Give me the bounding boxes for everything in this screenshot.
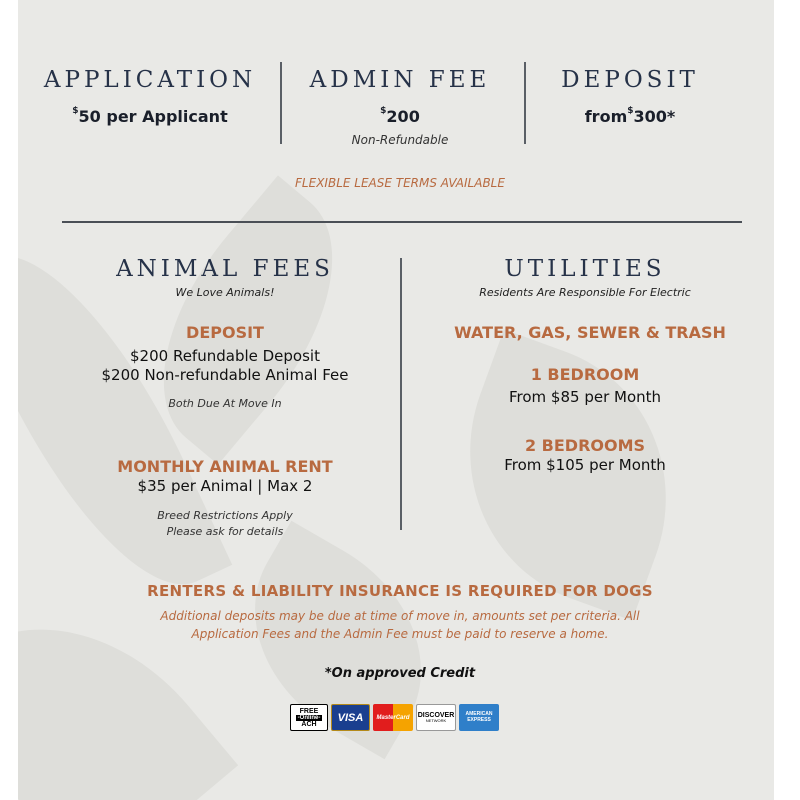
- animal-deposit-heading: DEPOSIT: [186, 323, 264, 342]
- amex-logo: AMERICAN EXPRESS: [459, 704, 499, 731]
- credit-note: *On approved Credit: [324, 666, 476, 681]
- deposit-amount: from$300*: [584, 106, 676, 126]
- one-bedroom-value: From $85 per Month: [508, 388, 662, 406]
- lease-terms-note: FLEXIBLE LEASE TERMS AVAILABLE: [295, 176, 505, 190]
- admin-fee-note: Non-Refundable: [351, 133, 449, 147]
- animal-deposit-note: Both Due At Move In: [168, 397, 282, 410]
- deposit-title: DEPOSIT: [561, 67, 699, 93]
- mastercard-logo: MasterCard: [373, 704, 413, 731]
- divider: [280, 62, 282, 144]
- animal-rent-note2: Please ask for details: [166, 525, 284, 538]
- two-bedrooms-value: From $105 per Month: [504, 456, 666, 474]
- column-divider: [400, 258, 402, 530]
- divider: [524, 62, 526, 144]
- admin-fee-amount: $200: [380, 106, 420, 126]
- insurance-note-line2: Application Fees and the Admin Fee must be paid to reserve a home.: [191, 627, 609, 641]
- animal-rent-heading: MONTHLY ANIMAL RENT: [117, 457, 333, 476]
- utilities-subtitle: Residents Are Responsible For Electric: [479, 286, 691, 299]
- application-title: APPLICATION: [43, 67, 257, 93]
- utilities-services-heading: WATER, GAS, SEWER & TRASH: [454, 323, 726, 342]
- insurance-note-line1: Additional deposits may be due at time of move in, amounts set per criteria. All: [160, 609, 640, 623]
- two-bedrooms-heading: 2 BEDROOMS: [524, 436, 646, 455]
- animal-rent-value: $35 per Animal | Max 2: [137, 477, 313, 495]
- leaf-decoration-4: [18, 566, 238, 800]
- ach-logo: FREE -Online- ACH: [290, 704, 328, 731]
- animal-fees-subtitle: We Love Animals!: [175, 286, 275, 299]
- section-divider: [62, 221, 742, 223]
- discover-logo: DISCOVER NETWORK: [416, 704, 456, 731]
- visa-logo: VISA: [331, 704, 370, 731]
- animal-deposit-line2: $200 Non-refundable Animal Fee: [101, 366, 349, 384]
- animal-rent-note1: Breed Restrictions Apply: [157, 509, 293, 522]
- animal-fees-title: ANIMAL FEES: [116, 256, 334, 282]
- utilities-title: UTILITIES: [504, 256, 666, 282]
- animal-deposit-line1: $200 Refundable Deposit: [130, 347, 320, 365]
- one-bedroom-heading: 1 BEDROOM: [530, 365, 640, 384]
- admin-fee-title: ADMIN FEE: [309, 67, 491, 93]
- insurance-heading: RENTERS & LIABILITY INSURANCE IS REQUIRED FOR DOGS: [147, 582, 653, 600]
- application-fee: $50 per Applicant: [72, 106, 228, 126]
